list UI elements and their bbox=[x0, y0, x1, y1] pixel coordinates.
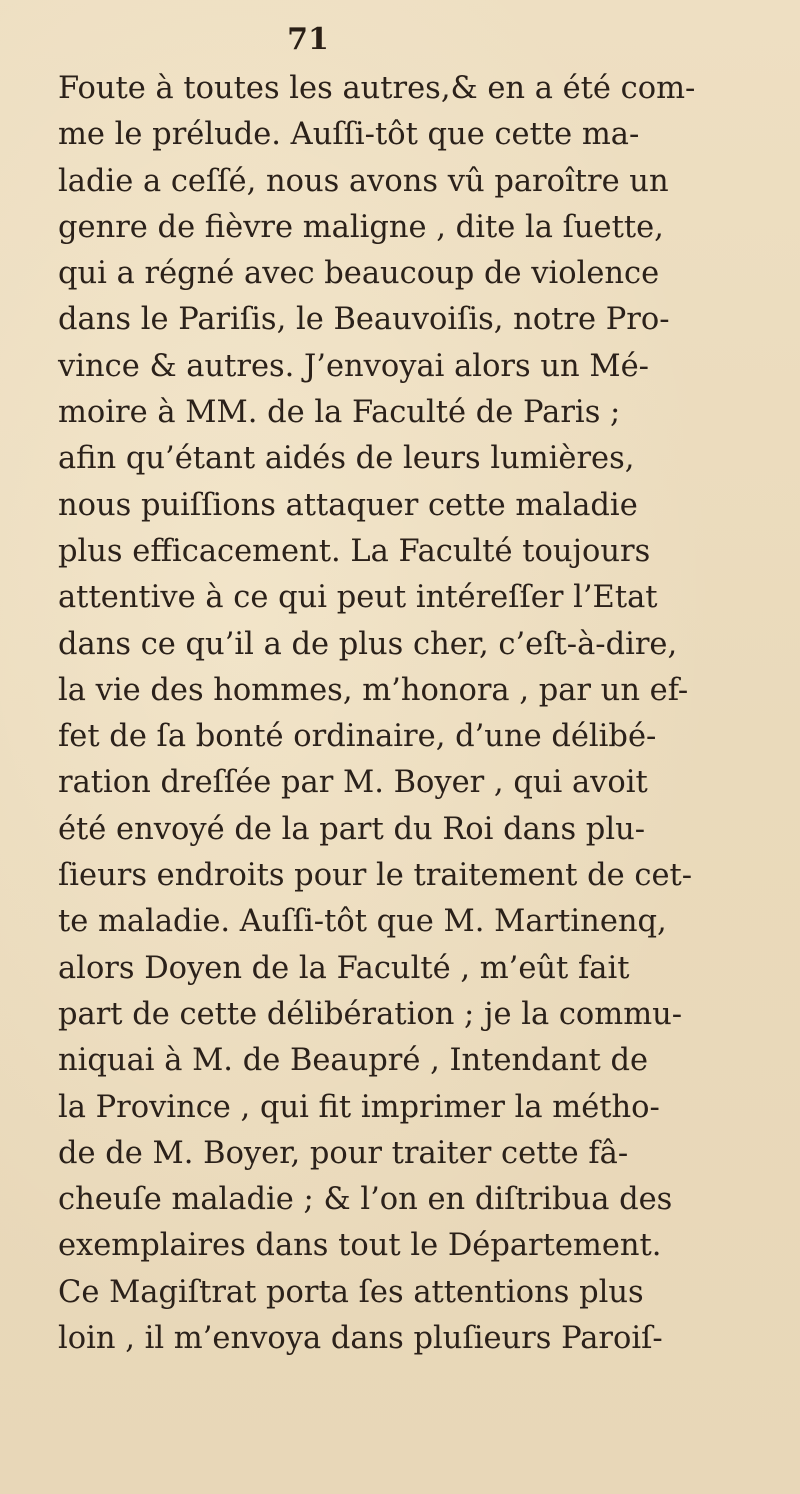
text-line: de de M. Boyer, pour traiter cette fâ- bbox=[58, 1135, 629, 1171]
text-line: te maladie. Auſſi-tôt que M. Martinenq, bbox=[58, 904, 667, 940]
text-line: la vie des hommes, m’honora , par un ef- bbox=[58, 672, 689, 708]
text-line: fet de ſa bonté ordinaire, d’une délibé- bbox=[58, 719, 657, 755]
text-line: ſieurs endroits pour le traitement de cet- bbox=[58, 858, 693, 894]
text-line: niquai à M. de Beaupré , Intendant de bbox=[58, 1043, 649, 1079]
text-line: loin , il m’envoya dans pluſieurs Paroiſ- bbox=[58, 1321, 663, 1357]
text-line: plus efficacement. La Faculté toujours bbox=[58, 533, 651, 569]
text-line: dans le Pariſis, le Beauvoiſis, notre Pro- bbox=[58, 302, 670, 338]
page-number: 71 bbox=[287, 22, 329, 57]
text-line: alors Doyen de la Faculté , m’eût fait bbox=[58, 950, 630, 986]
text-line: nous puiſſions attaquer cette maladie bbox=[58, 487, 638, 523]
text-line: la Province , qui fit imprimer la métho- bbox=[58, 1089, 660, 1125]
text-line: ration dreſſée par M. Boyer , qui avoit bbox=[58, 765, 648, 801]
text-line: Ce Magiſtrat porta ſes attentions plus bbox=[58, 1274, 644, 1310]
text-line: cheuſe maladie ; & l’on en diſtribua des bbox=[58, 1182, 673, 1218]
text-line: genre de fièvre maligne , dite la ſuette, bbox=[58, 209, 664, 245]
text-line: ladie a ceſſé, nous avons vû paroître un bbox=[58, 163, 669, 199]
text-line: qui a régné avec beaucoup de violence bbox=[58, 256, 660, 292]
text-line: attentive à ce qui peut intéreſſer l’Etat bbox=[58, 580, 658, 616]
text-line: Foute à toutes les autres,& en a été com- bbox=[58, 71, 696, 106]
text-line: afin qu’étant aidés de leurs lumières, bbox=[58, 441, 635, 477]
text-line: vince & autres. J’envoyai alors un Mé- bbox=[58, 348, 649, 384]
text-line: exemplaires dans tout le Département. bbox=[58, 1228, 662, 1264]
text-line: part de cette délibération ; je la commu- bbox=[58, 996, 683, 1032]
text-line: me le prélude. Auſſi-tôt que cette ma- bbox=[58, 117, 640, 153]
text-line: dans ce qu’il a de plus cher, c’eſt-à-dire, bbox=[58, 626, 678, 662]
text-line: moire à MM. de la Faculté de Paris ; bbox=[58, 395, 621, 431]
body-text bbox=[58, 66, 776, 1362]
text-line: été envoyé de la part du Roi dans plu- bbox=[58, 811, 646, 847]
